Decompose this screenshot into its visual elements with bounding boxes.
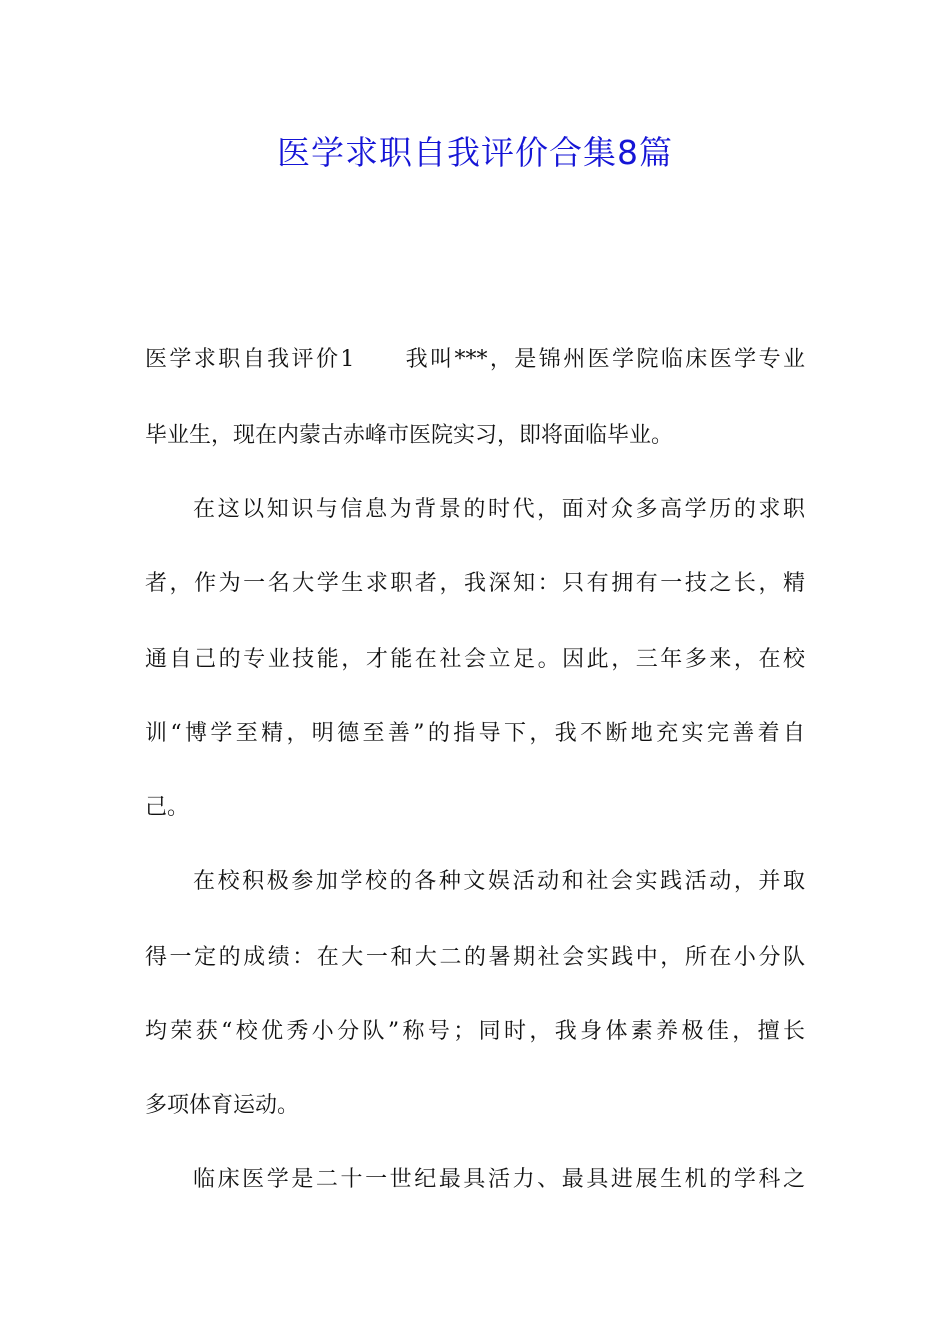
- text-line: 在校积极参加学校的各种文娱活动和社会实践活动，并取: [193, 869, 805, 894]
- text-line: 己。: [145, 795, 190, 820]
- text-line: 在这以知识与信息为背景的时代，面对众多高学历的求职: [193, 497, 805, 522]
- text-line: 均荣获“校优秀小分队”称号；同时，我身体素养极佳，擅长: [145, 1019, 805, 1044]
- text-line: 者，作为一名大学生求职者，我深知：只有拥有一技之长，精: [145, 571, 805, 596]
- text-line: 多项体育运动。: [145, 1093, 300, 1118]
- text-line: 训“博学至精，明德至善”的指导下，我不断地充实完善着自: [145, 721, 805, 746]
- text-line: 得一定的成绩：在大一和大二的暑期社会实践中，所在小分队: [145, 945, 805, 970]
- text-line: 临床医学是二十一世纪最具活力、最具进展生机的学科之: [193, 1167, 805, 1192]
- text-line: 通自己的专业技能，才能在社会立足。因此，三年多来，在校: [145, 647, 805, 672]
- text-line: 毕业生，现在内蒙古赤峰市医院实习，即将面临毕业。: [145, 423, 674, 448]
- page-title: 医学求职自我评价合集8篇: [277, 133, 673, 172]
- text-line: 医学求职自我评价1 我叫***，是锦州医学院临床医学专业: [145, 347, 805, 372]
